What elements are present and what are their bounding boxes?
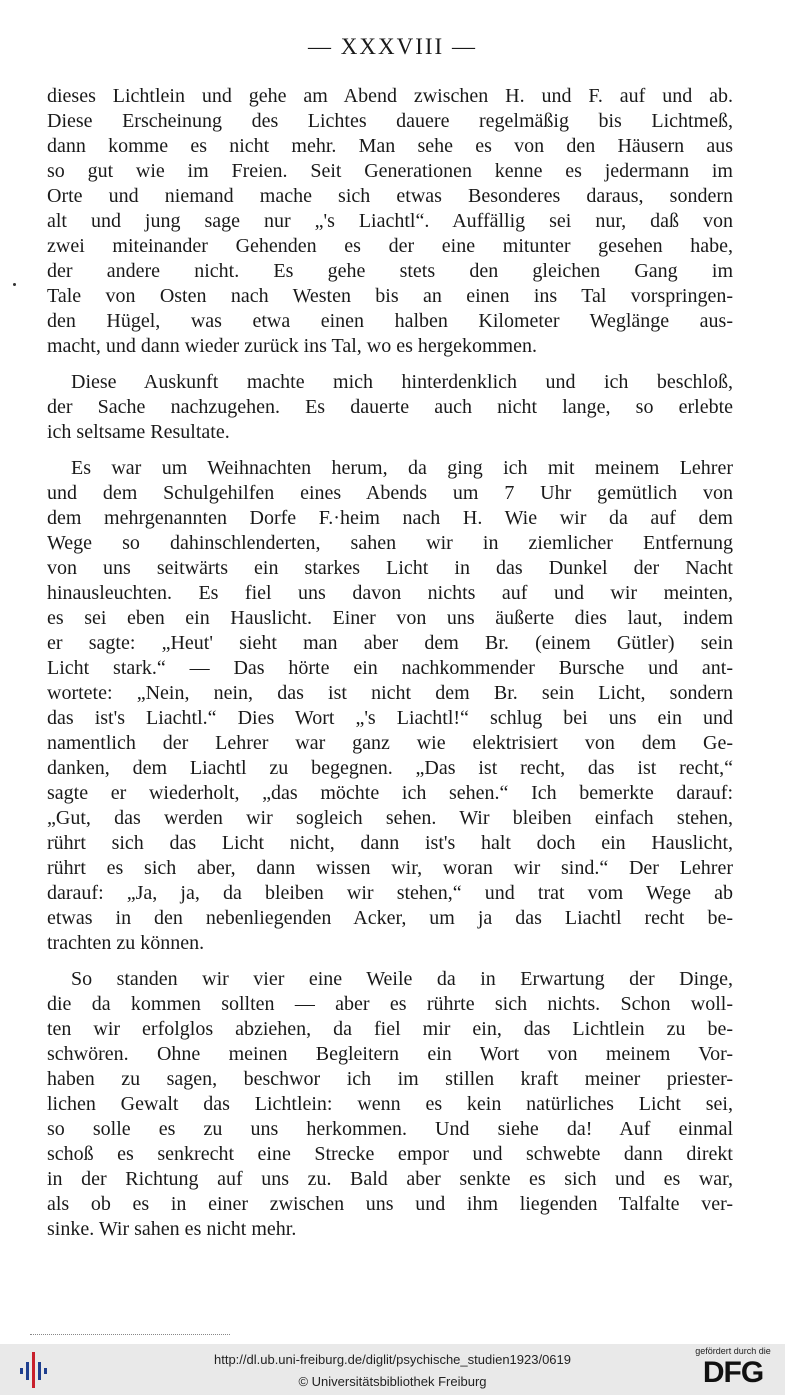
text-line: dieses Lichtlein und gehe am Abend zwischen H. und F. auf und ab. xyxy=(47,85,733,107)
scan-margin-marks xyxy=(30,1334,230,1339)
text-line: lichen Gewalt das Lichtlein: wenn es kein natürliches Licht sei, xyxy=(47,1093,733,1115)
text-line: die da kommen sollten — aber es rührte sich nichts. Schon woll- xyxy=(47,993,733,1015)
text-line: Wege so dahinschlenderten, sahen wir in ziemlicher Entfernung xyxy=(47,532,733,554)
text-line: sinke. Wir sahen es nicht mehr. xyxy=(47,1218,297,1240)
text-line: so gut wie im Freien. Seit Generationen kenne es jedermann im xyxy=(47,160,733,182)
text-line: Licht stark.“ — Das hörte ein nachkommender Bursche und ant- xyxy=(47,657,733,679)
text-line: als ob es in einer zwischen uns und ihm liegenden Talfalte ver- xyxy=(47,1193,733,1215)
text-line: Tale von Osten nach Westen bis an einen ins Tal vorspringen- xyxy=(47,285,733,307)
text-line: er sagte: „Heut' sieht man aber dem Br. (einem Gütler) sein xyxy=(47,632,733,654)
dfg-logo: DFG xyxy=(702,1356,764,1389)
text-line: namentlich der Lehrer war ganz wie elektrisiert von dem Ge- xyxy=(47,732,733,754)
text-line: dann komme es nicht mehr. Man sehe es von den Häusern aus xyxy=(47,135,733,157)
dfg-funding-badge xyxy=(691,1346,775,1392)
text-line: „Gut, das werden wir sogleich sehen. Wir bleiben einfach stehen, xyxy=(47,807,733,829)
text-line: schoß es senkrecht eine Strecke empor und schwebte dann direkt xyxy=(47,1143,733,1165)
text-line: etwas in den nebenliegenden Acker, um ja das Liachtl recht be- xyxy=(47,907,733,929)
text-line: alt und jung sage nur „'s Liachtl“. Auffällig sei nur, daß von xyxy=(47,210,733,232)
paragraph-1 xyxy=(47,84,733,359)
paragraph-2 xyxy=(47,370,733,445)
text-line: in der Richtung auf uns zu. Bald aber senkte es sich und es war, xyxy=(47,1168,733,1190)
page-number-header: — XXXVIII — xyxy=(308,34,477,59)
text-line: den Hügel, was etwa einen halben Kilometer Weglänge aus- xyxy=(47,310,733,332)
text-line: und dem Schulgehilfen eines Abends um 7 Uhr gemütlich von xyxy=(47,482,733,504)
text-line: hinausleuchten. Es fiel uns davon nichts auf und wir meinten, xyxy=(47,582,733,604)
text-line: sagte er wiederholt, „das möchte ich sehen.“ Ich bemerkte darauf: xyxy=(47,782,733,804)
text-line: macht, und dann wieder zurück ins Tal, wo es hergekommen. xyxy=(47,335,537,357)
text-line: dem mehrgenannten Dorfe F.·heim nach H. Wie wir da auf dem xyxy=(47,507,733,529)
text-line: Orte und niemand mache sich etwas Besonderes daraus, sondern xyxy=(47,185,733,207)
text-line: rührt es sich aber, dann wissen wir, woran wir sind.“ Der Lehrer xyxy=(47,857,733,879)
text-line: darauf: „Ja, ja, da bleiben wir stehen,“ und trat vom Wege ab xyxy=(47,882,733,904)
text-line: trachten zu können. xyxy=(47,932,205,954)
text-line: Diese Erscheinung des Lichtes dauere regelmäßig bis Lichtmeß, xyxy=(47,110,733,132)
text-line: rührt sich das Licht nicht, dann ist's halt doch ein Hauslicht, xyxy=(47,832,733,854)
text-line: haben zu sagen, beschwor ich im stillen kraft meiner priester- xyxy=(47,1068,733,1090)
text-line: schwören. Ohne meinen Begleitern ein Wort von meinem Vor- xyxy=(47,1043,733,1065)
text-line: so solle es zu uns herkommen. Und siehe da! Auf einmal xyxy=(47,1118,733,1140)
text-line: das ist's Liachtl.“ Dies Wort „'s Liachtl!“ schlug bei uns ein und xyxy=(47,707,733,729)
text-line: der andere nicht. Es gehe stets den gleichen Gang im xyxy=(47,260,733,282)
text-line: ten wir erfolglos abziehen, da fiel mir ein, das Lichtlein zu be- xyxy=(47,1018,733,1040)
footer-bar xyxy=(0,1344,785,1395)
text-line: wortete: „Nein, nein, das ist nicht dem Br. sein Licht, sondern xyxy=(47,682,733,704)
text-line: ich seltsame Resultate. xyxy=(47,421,230,443)
text-line: der Sache nachzugehen. Es dauerte auch nicht lange, so erlebte xyxy=(47,396,733,418)
body-text xyxy=(47,84,733,1242)
text-line: zwei miteinander Gehenden es der eine mitunter gesehen habe, xyxy=(47,235,733,257)
paragraph-4 xyxy=(47,967,733,1242)
source-url-link[interactable]: http://dl.ub.uni-freiburg.de/diglit/psychische_studien1923/0619 xyxy=(213,1352,572,1367)
text-line: es sei eben ein Hauslicht. Einer von uns äußerte dies laut, indem xyxy=(47,607,733,629)
text-line: Es war um Weihnachten herum, da ging ich mit meinem Lehrer xyxy=(71,457,733,479)
copyright-text: © Universitätsbibliothek Freiburg xyxy=(298,1374,487,1389)
paragraph-3 xyxy=(47,456,733,956)
text-line: So standen wir vier eine Weile da in Erwartung der Dinge, xyxy=(71,968,733,990)
text-line: Diese Auskunft machte mich hinterdenklich und ich beschloß, xyxy=(71,371,733,393)
text-line: von uns seitwärts ein starkes Licht in das Dunkel der Nacht xyxy=(47,557,733,579)
dfg-tagline: gefördert durch die xyxy=(695,1346,771,1356)
text-line: danken, dem Liachtl zu begegnen. „Das ist recht, das ist recht,“ xyxy=(47,757,733,779)
scan-speck xyxy=(13,283,16,286)
